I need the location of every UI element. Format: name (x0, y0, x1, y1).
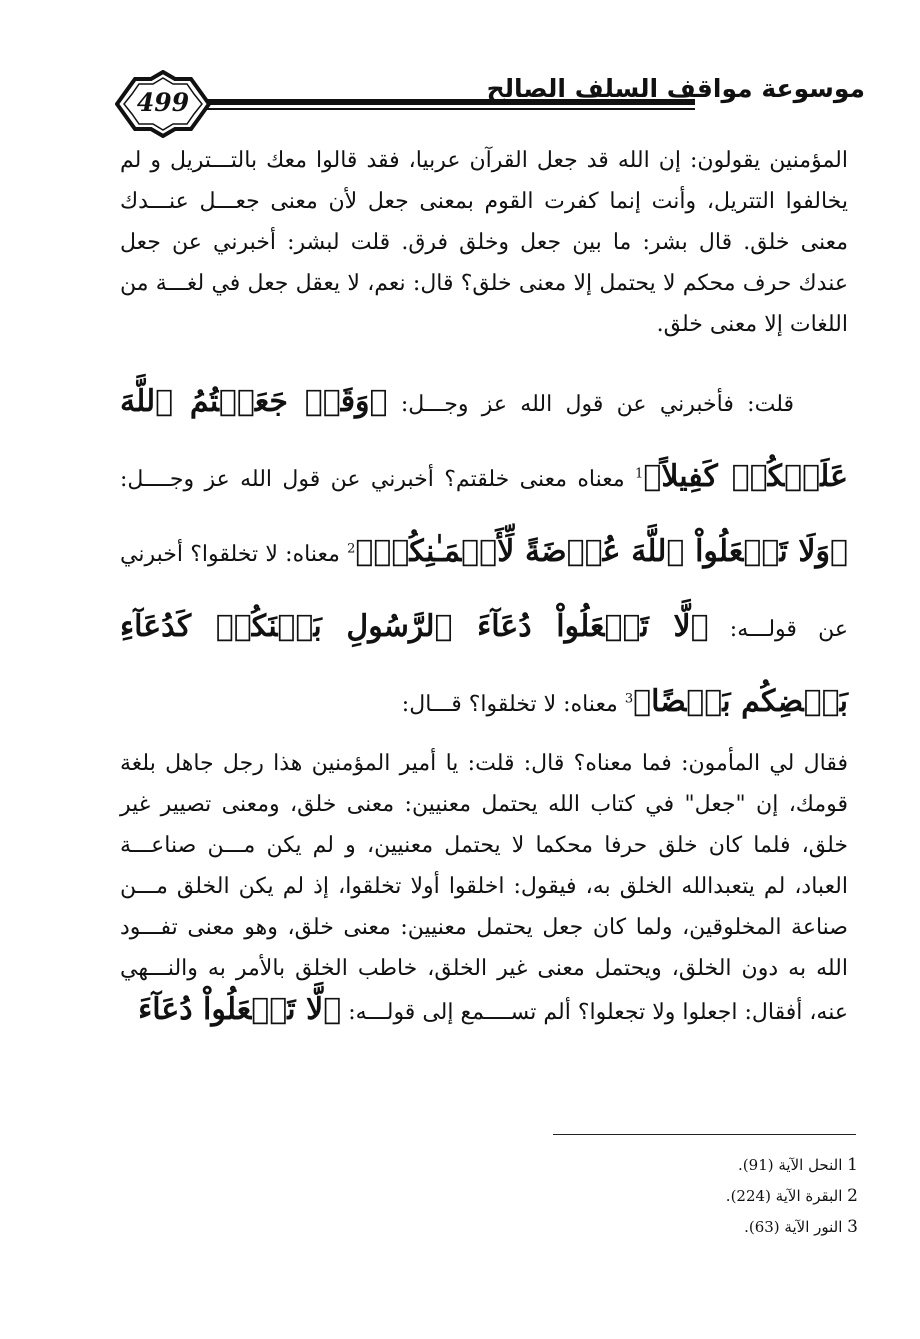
quran-verse: ﴿وَلَا تَجۡعَلُواْ ٱللَّهَ عُرۡضَةً لِّأَيۡمَـٰنِكُمۡ﴾ (355, 534, 848, 569)
text-segment: قلت: فأخبرني عن قول الله عز وجـــل: (387, 392, 794, 417)
paragraph-2 (120, 366, 848, 741)
quran-verse: ﴿لَّا تَجۡعَلُواْ دُعَآءَ (138, 992, 342, 1027)
page-header (95, 58, 865, 140)
footnote: 3 النور الآية (63). (744, 1217, 858, 1237)
text-segment: معناه معنى خلقتم؟ أخبرني عن قول الله عز وجــــل: (120, 467, 636, 492)
paragraph-1: المؤمنين يقولون: إن الله قد جعل القرآن عربيا، فقد قالوا معك بالتـــتريل و لم يخالفوا التتريل، وأنت إنما كفرت القوم بمعنى جعل لأن معنى جعـــل عنـــدك معنى خلق. قال بشر: ما بين جعل وخلق فرق. قلت لبشر: أخبرني عن جعل عندك حرف محكم لا يحتمل إلا معنى خلق؟ قال: نعم، لا يعقل جعل في لغـــة من اللغات إلا معنى خلق. (120, 148, 848, 337)
paragraph-3 (120, 743, 848, 1033)
text-segment: فقال لي المأمون: فما معناه؟ قال: قلت: يا أمير المؤمنين هذا رجل جاهل بلغة قومك، إن "جعل" في كتاب الله يحتمل معنيين: معنى خلق، ومعنى تصيير غير خلق، فلما كان خلق حرفا محكما لا يحتمل معنيين، و لم يكن مـــن صناعـــة العباد، لم يتعبدالله الخلق به، فيقول: اخلقوا أولا تخلقوا، إذ لم يكن الخلق مـــن صناعة المخلوقين، ولما كان جعل يحتمل معنيين: معنى خلق، وهو معنى تفـــود الله به دون الخلق، ويحتمل معنى غير الخلق، خاطب الخلق بالأمر به والنـــهي عنه، أفقال: اجعلوا ولا تجعلوا؟ ألم تســــمع إلى قولـــه: (120, 751, 849, 1025)
quran-verse: ﴿لَّا تَجۡعَلُواْ دُعَآءَ ٱلرَّسُولِ بَيۡنَكُمۡ كَدُعَآءِ بَعۡضِكُم بَعۡضًا﴾ (120, 609, 848, 719)
book-title: موسوعة مواقف السلف الصالح (486, 74, 865, 103)
main-text (120, 140, 848, 1033)
footnote-ref: 2 (347, 541, 356, 557)
text-segment: معناه: لا تخلقوا؟ قـــال: (401, 692, 625, 717)
page-number-badge (115, 70, 211, 138)
page-number: 499 (136, 88, 190, 117)
text-segment: معناه: لا تخلقوا؟ أخبرني عن قولـــه: (120, 542, 848, 642)
footnote-separator (553, 1134, 856, 1135)
footnote-ref: 3 (624, 691, 634, 707)
footnote: 2 البقرة الآية (224). (725, 1186, 858, 1206)
footnote-ref: 1 (635, 466, 644, 482)
footnotes (600, 1150, 858, 1243)
footnote: 1 النحل الآية (91). (738, 1155, 858, 1175)
quran-verse: ﴿وَقَدۡ جَعَلۡتُمُ ٱللَّهَ عَلَيۡكُمۡ كَفِيلاً﴾ (120, 384, 848, 494)
